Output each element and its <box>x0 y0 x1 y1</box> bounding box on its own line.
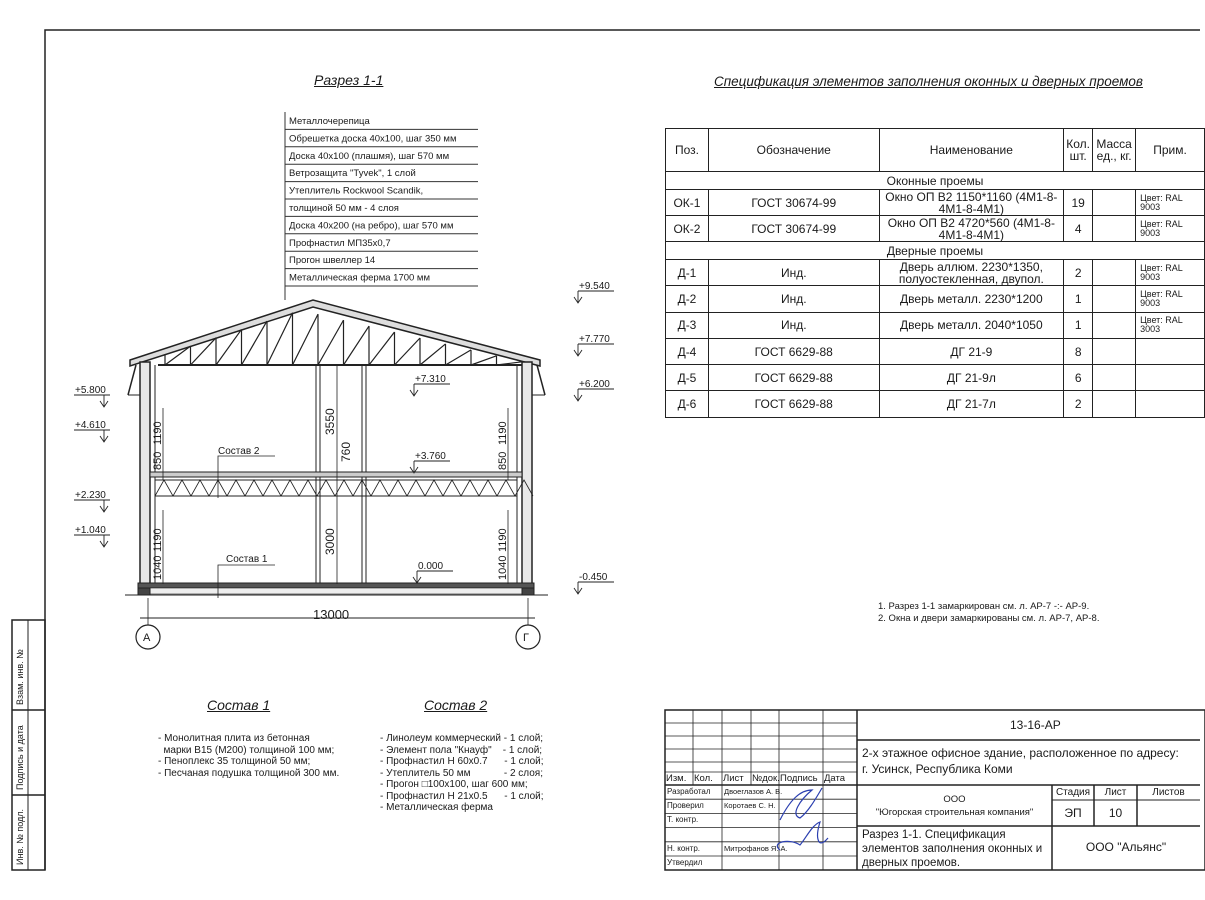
role-label: Т. контр. <box>667 815 699 825</box>
axis-label-g: Г <box>523 632 529 644</box>
level-mark: +9.540 <box>579 281 610 292</box>
role-label: Утвердил <box>667 858 703 867</box>
roof-layer: Доска 40x200 (на ребро), шаг 570 мм <box>289 220 454 232</box>
composition-1-title: Состав 1 <box>207 697 271 713</box>
list-item: - Профнастил Н 60x0.7 - 1 слой; <box>380 756 544 767</box>
roof-layer: Металлочерепица <box>289 116 370 127</box>
list-item: - Металлическая ферма <box>380 802 493 813</box>
signatures <box>777 788 828 850</box>
table-cell: ДГ 21-9л <box>879 365 1064 391</box>
table-row <box>666 338 1205 364</box>
list-item: - Линолеум коммерческий - 1 слой; <box>380 733 544 744</box>
table-row <box>666 286 1205 312</box>
table-group-row <box>666 172 1205 190</box>
table-cell: 2 <box>1064 391 1093 417</box>
floor-slab <box>150 472 522 477</box>
org-line: "Югорская строительная компания" <box>875 807 1034 818</box>
roof-layer: Утеплитель Rockwool Scandik, <box>289 185 424 197</box>
roof-layer: Профнастил МП35x0,7 <box>289 237 391 249</box>
table-cell: Оконные проемы <box>666 172 1205 190</box>
dimension-window: 850 <box>152 451 164 470</box>
sheet-header: Лист <box>1104 787 1127 798</box>
table-cell: 8 <box>1064 338 1093 364</box>
roof-layers-list <box>289 116 457 284</box>
table-group-row <box>666 242 1205 260</box>
note: 2. Окна и двери замаркированы см. л. АР-7, АР-8. <box>878 612 1100 624</box>
section-title: Разрез 1-1 <box>314 72 384 88</box>
table-cell: 1 <box>1064 312 1093 338</box>
table-cell: ГОСТ 6629-88 <box>708 391 879 417</box>
table-cell: Цвет: RAL 9003 <box>1136 286 1205 312</box>
dimension-lower: 3000 <box>323 528 337 555</box>
roof-layer: Прогон швеллер 14 <box>289 255 376 267</box>
table-cell: Инд. <box>708 286 879 312</box>
right-wall <box>522 362 532 584</box>
table-row <box>666 190 1205 216</box>
table-cell: Д-1 <box>666 260 709 286</box>
table-cell: ДГ 21-9 <box>879 338 1064 364</box>
table-header <box>666 129 1205 172</box>
table-cell: ДГ 21-7л <box>879 391 1064 417</box>
level-mark: +6.200 <box>579 379 610 390</box>
table-cell: Цвет: RAL 9003 <box>1136 216 1205 242</box>
table-cell: 2 <box>1064 260 1093 286</box>
project-address: г. Усинск, Республика Коми <box>862 762 1013 776</box>
table-row <box>666 260 1205 286</box>
table-cell <box>1093 190 1136 216</box>
level-mark: +3.760 <box>415 451 446 462</box>
table-cell: Инд. <box>708 312 879 338</box>
table-cell <box>1136 391 1205 417</box>
table-cell: ГОСТ 6629-88 <box>708 338 879 364</box>
table-cell: Поз. <box>666 129 709 172</box>
table-cell: Д-2 <box>666 286 709 312</box>
column-label: Лист <box>723 773 744 784</box>
ground-slab <box>138 583 534 588</box>
roof-layer: Обрешетка доска 40x100, шаг 350 мм <box>289 133 457 145</box>
roof-layer: Доска 40x100 (плашмя), шаг 570 мм <box>289 150 450 162</box>
table-cell: Кол. шт. <box>1064 129 1093 172</box>
table-row <box>666 216 1205 242</box>
list-item: - Прогон □100x100, шаг 600 мм; <box>380 779 528 790</box>
table-cell: Цвет: RAL 9003 <box>1136 190 1205 216</box>
axis-label-a: А <box>143 632 151 644</box>
dimension-slab: 760 <box>339 441 353 462</box>
table-cell: Дверь металл. 2230*1200 <box>879 286 1064 312</box>
table-cell: 4 <box>1064 216 1093 242</box>
table-cell: 1 <box>1064 286 1093 312</box>
column-label: Изм. <box>666 773 687 784</box>
table-cell: ГОСТ 30674-99 <box>708 190 879 216</box>
role-label: Проверил <box>667 801 704 811</box>
note: 1. Разрез 1-1 замаркирован см. л. АР-7 -:- АР-9. <box>878 601 1090 612</box>
table-cell: ОК-1 <box>666 190 709 216</box>
table-cell: Обозначение <box>708 129 879 172</box>
spec-table <box>665 128 1205 418</box>
list-item: - Песчаная подушка толщиной 300 мм. <box>158 767 340 779</box>
project-name <box>862 745 1179 777</box>
list-item: - Профнастил Н 21x0.5 - 1 слой; <box>380 790 544 802</box>
dimension-width: 13000 <box>313 607 350 622</box>
composition-2-list <box>380 733 544 814</box>
table-row <box>666 312 1205 338</box>
list-item: - Элемент пола "Кнауф" - 1 слой; <box>380 744 543 756</box>
table-cell: Окно ОП В2 1150*1160 (4М1-8-4М1-8-4М1) <box>879 190 1064 216</box>
table-cell <box>1136 365 1205 391</box>
dimension-window: 1040 <box>152 555 164 580</box>
notes <box>878 601 1099 624</box>
dimension-window: 1190 <box>152 528 164 552</box>
dimension-window: 850 <box>497 451 509 470</box>
table-cell: ОК-2 <box>666 216 709 242</box>
table-cell: ГОСТ 6629-88 <box>708 365 879 391</box>
level-mark: +4.610 <box>75 420 106 431</box>
company-name: ООО "Альянс" <box>1085 840 1167 854</box>
level-mark: +7.770 <box>579 334 610 345</box>
column-label: Дата <box>824 773 846 784</box>
table-cell: Окно ОП В2 4720*560 (4М1-8-4М1-8-4М1) <box>879 216 1064 242</box>
table-row <box>666 391 1205 417</box>
list-item: - Утеплитель 50 мм - 2 слоя; <box>380 767 543 779</box>
table-cell <box>1093 216 1136 242</box>
table-cell: Дверные проемы <box>666 242 1205 260</box>
table-cell: 6 <box>1064 365 1093 391</box>
person-name: Коротаев С. Н. <box>724 801 776 811</box>
side-stamp-labels <box>15 649 25 865</box>
table-cell <box>1093 365 1136 391</box>
dimension-window: 1040 <box>497 555 509 580</box>
project-code: 13-16-АР <box>1010 718 1061 732</box>
table-cell <box>1093 260 1136 286</box>
table-cell: Д-6 <box>666 391 709 417</box>
roof-slope <box>130 300 540 366</box>
level-mark: +7.310 <box>415 374 446 385</box>
stage-value: ЭП <box>1064 806 1082 820</box>
spec-title: Спецификация элементов заполнения оконных и дверных проемов <box>714 74 1143 89</box>
org-line: ООО <box>943 794 966 805</box>
table-cell: Дверь металл. 2040*1050 <box>879 312 1064 338</box>
level-mark: +2.230 <box>75 490 106 501</box>
column-label: Подпись <box>780 773 818 784</box>
list-item: - Пеноплекс 35 толщиной 50 мм; <box>158 756 311 767</box>
table-cell: Прим. <box>1136 129 1205 172</box>
table-cell <box>1136 338 1205 364</box>
roof-layer: толщиной 50 мм - 4 слоя <box>289 203 399 214</box>
left-wall <box>140 362 150 584</box>
side-label: Подпись и дата <box>15 725 25 790</box>
dimension-window: 1190 <box>497 528 509 552</box>
table-cell: Цвет: RAL 9003 <box>1136 260 1205 286</box>
role-label: Н. контр. <box>667 843 701 853</box>
person-name: Двоеглазов А. В. <box>724 787 783 796</box>
dimension-window: 1190 <box>497 421 509 445</box>
roof-truss <box>165 313 522 365</box>
project-description: 2-х этажное офисное здание, расположенное по адресу: <box>862 746 1179 760</box>
table-cell: ГОСТ 30674-99 <box>708 216 879 242</box>
side-label: Взам. инв. № <box>15 649 25 705</box>
table-cell <box>1093 286 1136 312</box>
signature-checker <box>780 788 822 820</box>
level-mark: 0.000 <box>418 561 444 572</box>
level-mark: +1.040 <box>75 525 106 536</box>
table-cell: Д-4 <box>666 338 709 364</box>
dimension-window: 1190 <box>152 421 164 445</box>
table-cell <box>1093 312 1136 338</box>
list-item: - Монолитная плита из бетонная марки В15 (М200) толщиной 100 мм; <box>158 733 335 756</box>
table-cell: Д-3 <box>666 312 709 338</box>
callout-composition-2: Состав 2 <box>218 446 260 457</box>
stage-header: Стадия <box>1055 787 1091 798</box>
sheets-header: Листов <box>1152 787 1185 798</box>
table-row <box>666 365 1205 391</box>
dimension-upper: 3550 <box>323 408 337 435</box>
table-cell: Наименование <box>879 129 1064 172</box>
person-name: Митрофанов Я. А. <box>724 843 788 853</box>
table-cell <box>1093 338 1136 364</box>
organization <box>857 793 1052 819</box>
table-cell: Цвет: RAL 3003 <box>1136 312 1205 338</box>
table-cell: 19 <box>1064 190 1093 216</box>
table-cell: Масса ед., кг. <box>1093 129 1136 172</box>
composition-2-title: Состав 2 <box>424 697 488 713</box>
column-label: №док. <box>752 773 780 784</box>
callout-composition-1: Состав 1 <box>226 554 268 565</box>
table-cell: Д-5 <box>666 365 709 391</box>
roof-layer: Ветрозащита "Tyvek", 1 слой <box>289 168 416 180</box>
table-cell: Инд. <box>708 260 879 286</box>
level-mark: -0.450 <box>579 572 608 583</box>
side-label: Инв. № подл. <box>15 808 25 865</box>
sheet-value: 10 <box>1108 806 1123 820</box>
roof-layer: Металлическая ферма 1700 мм <box>289 272 430 284</box>
composition-1-list <box>158 733 339 779</box>
table-cell: Дверь аллюм. 2230*1350, полуостекленная, двупол. <box>879 260 1064 286</box>
role-label: Разработал <box>667 787 711 796</box>
column-label: Кол. <box>694 773 713 784</box>
table-cell <box>1093 391 1136 417</box>
sheet-title: Разрез 1-1. Спецификация элементов заполнения оконных и дверных проемов. <box>862 829 1043 869</box>
level-mark: +5.800 <box>75 385 106 396</box>
